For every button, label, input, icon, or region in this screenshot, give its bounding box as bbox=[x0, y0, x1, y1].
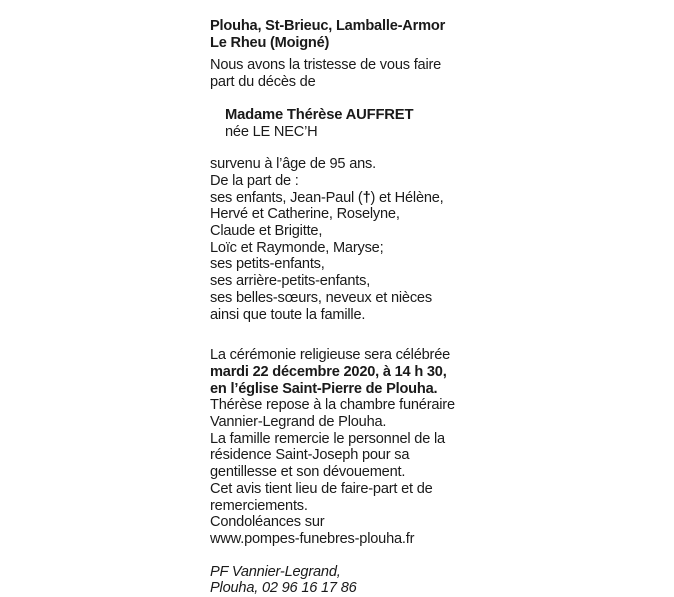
children-line-3: Claude et Brigitte, bbox=[210, 223, 323, 240]
website-link[interactable]: www.pompes-funebres-plouha.fr bbox=[210, 530, 415, 547]
thanks-line-1: La famille remercie le personnel de la bbox=[210, 430, 445, 447]
funeral-home-name: PF Vannier-Legrand, bbox=[210, 563, 341, 580]
from-line: De la part de : bbox=[210, 172, 299, 189]
grandchildren-line: ses petits-enfants, bbox=[210, 256, 325, 273]
notice-line-2: remerciements. bbox=[210, 497, 308, 514]
children-line-2: Hervé et Catherine, Roselyne, bbox=[210, 206, 400, 223]
deceased-name: Madame Thérèse AUFFRET bbox=[225, 106, 414, 123]
children-line-1 bbox=[210, 190, 470, 207]
in-laws-line: ses belles-sœurs, neveux et nièces bbox=[210, 289, 432, 306]
places-line-2: Le Rheu (Moigné) bbox=[210, 34, 330, 51]
ceremony-line-1: La cérémonie religieuse sera célébrée bbox=[210, 347, 451, 364]
ceremony-place: en l’église Saint-Pierre de Plouha. bbox=[210, 380, 438, 397]
children-line-1-start: ses enfants, Jean-Paul ( bbox=[210, 189, 363, 206]
thanks-line-2: résidence Saint-Joseph pour sa bbox=[210, 447, 410, 464]
cross-icon: † bbox=[362, 189, 371, 206]
great-grandchildren-line: ses arrière-petits-enfants, bbox=[210, 273, 371, 290]
notice-line-1: Cet avis tient lieu de faire-part et de bbox=[210, 480, 433, 497]
condolences-label: Condoléances sur bbox=[210, 514, 325, 531]
intro-line-2: part du décès de bbox=[210, 74, 316, 91]
places-line-1: Plouha, St-Brieuc, Lamballe-Armor bbox=[210, 18, 446, 34]
funeral-home-contact: Plouha, 02 96 16 17 86 bbox=[210, 580, 357, 597]
rest-line-1: Thérèse repose à la chambre funéraire bbox=[210, 397, 455, 414]
age-line: survenu à l’âge de 95 ans. bbox=[210, 156, 376, 173]
birth-name: née LE NEC’H bbox=[225, 123, 318, 140]
rest-line-2: Vannier-Legrand de Plouha. bbox=[210, 414, 387, 431]
thanks-line-3: gentillesse et son dévouement. bbox=[210, 464, 406, 481]
children-line-1-end: ) et Hélène, bbox=[370, 189, 444, 206]
ceremony-date-time: mardi 22 décembre 2020, à 14 h 30, bbox=[210, 363, 447, 380]
intro-line-1: Nous avons la tristesse de vous faire bbox=[210, 57, 442, 74]
whole-family-line: ainsi que toute la famille. bbox=[210, 306, 366, 323]
children-line-4: Loïc et Raymonde, Maryse; bbox=[210, 239, 384, 256]
obituary-notice bbox=[210, 18, 470, 597]
